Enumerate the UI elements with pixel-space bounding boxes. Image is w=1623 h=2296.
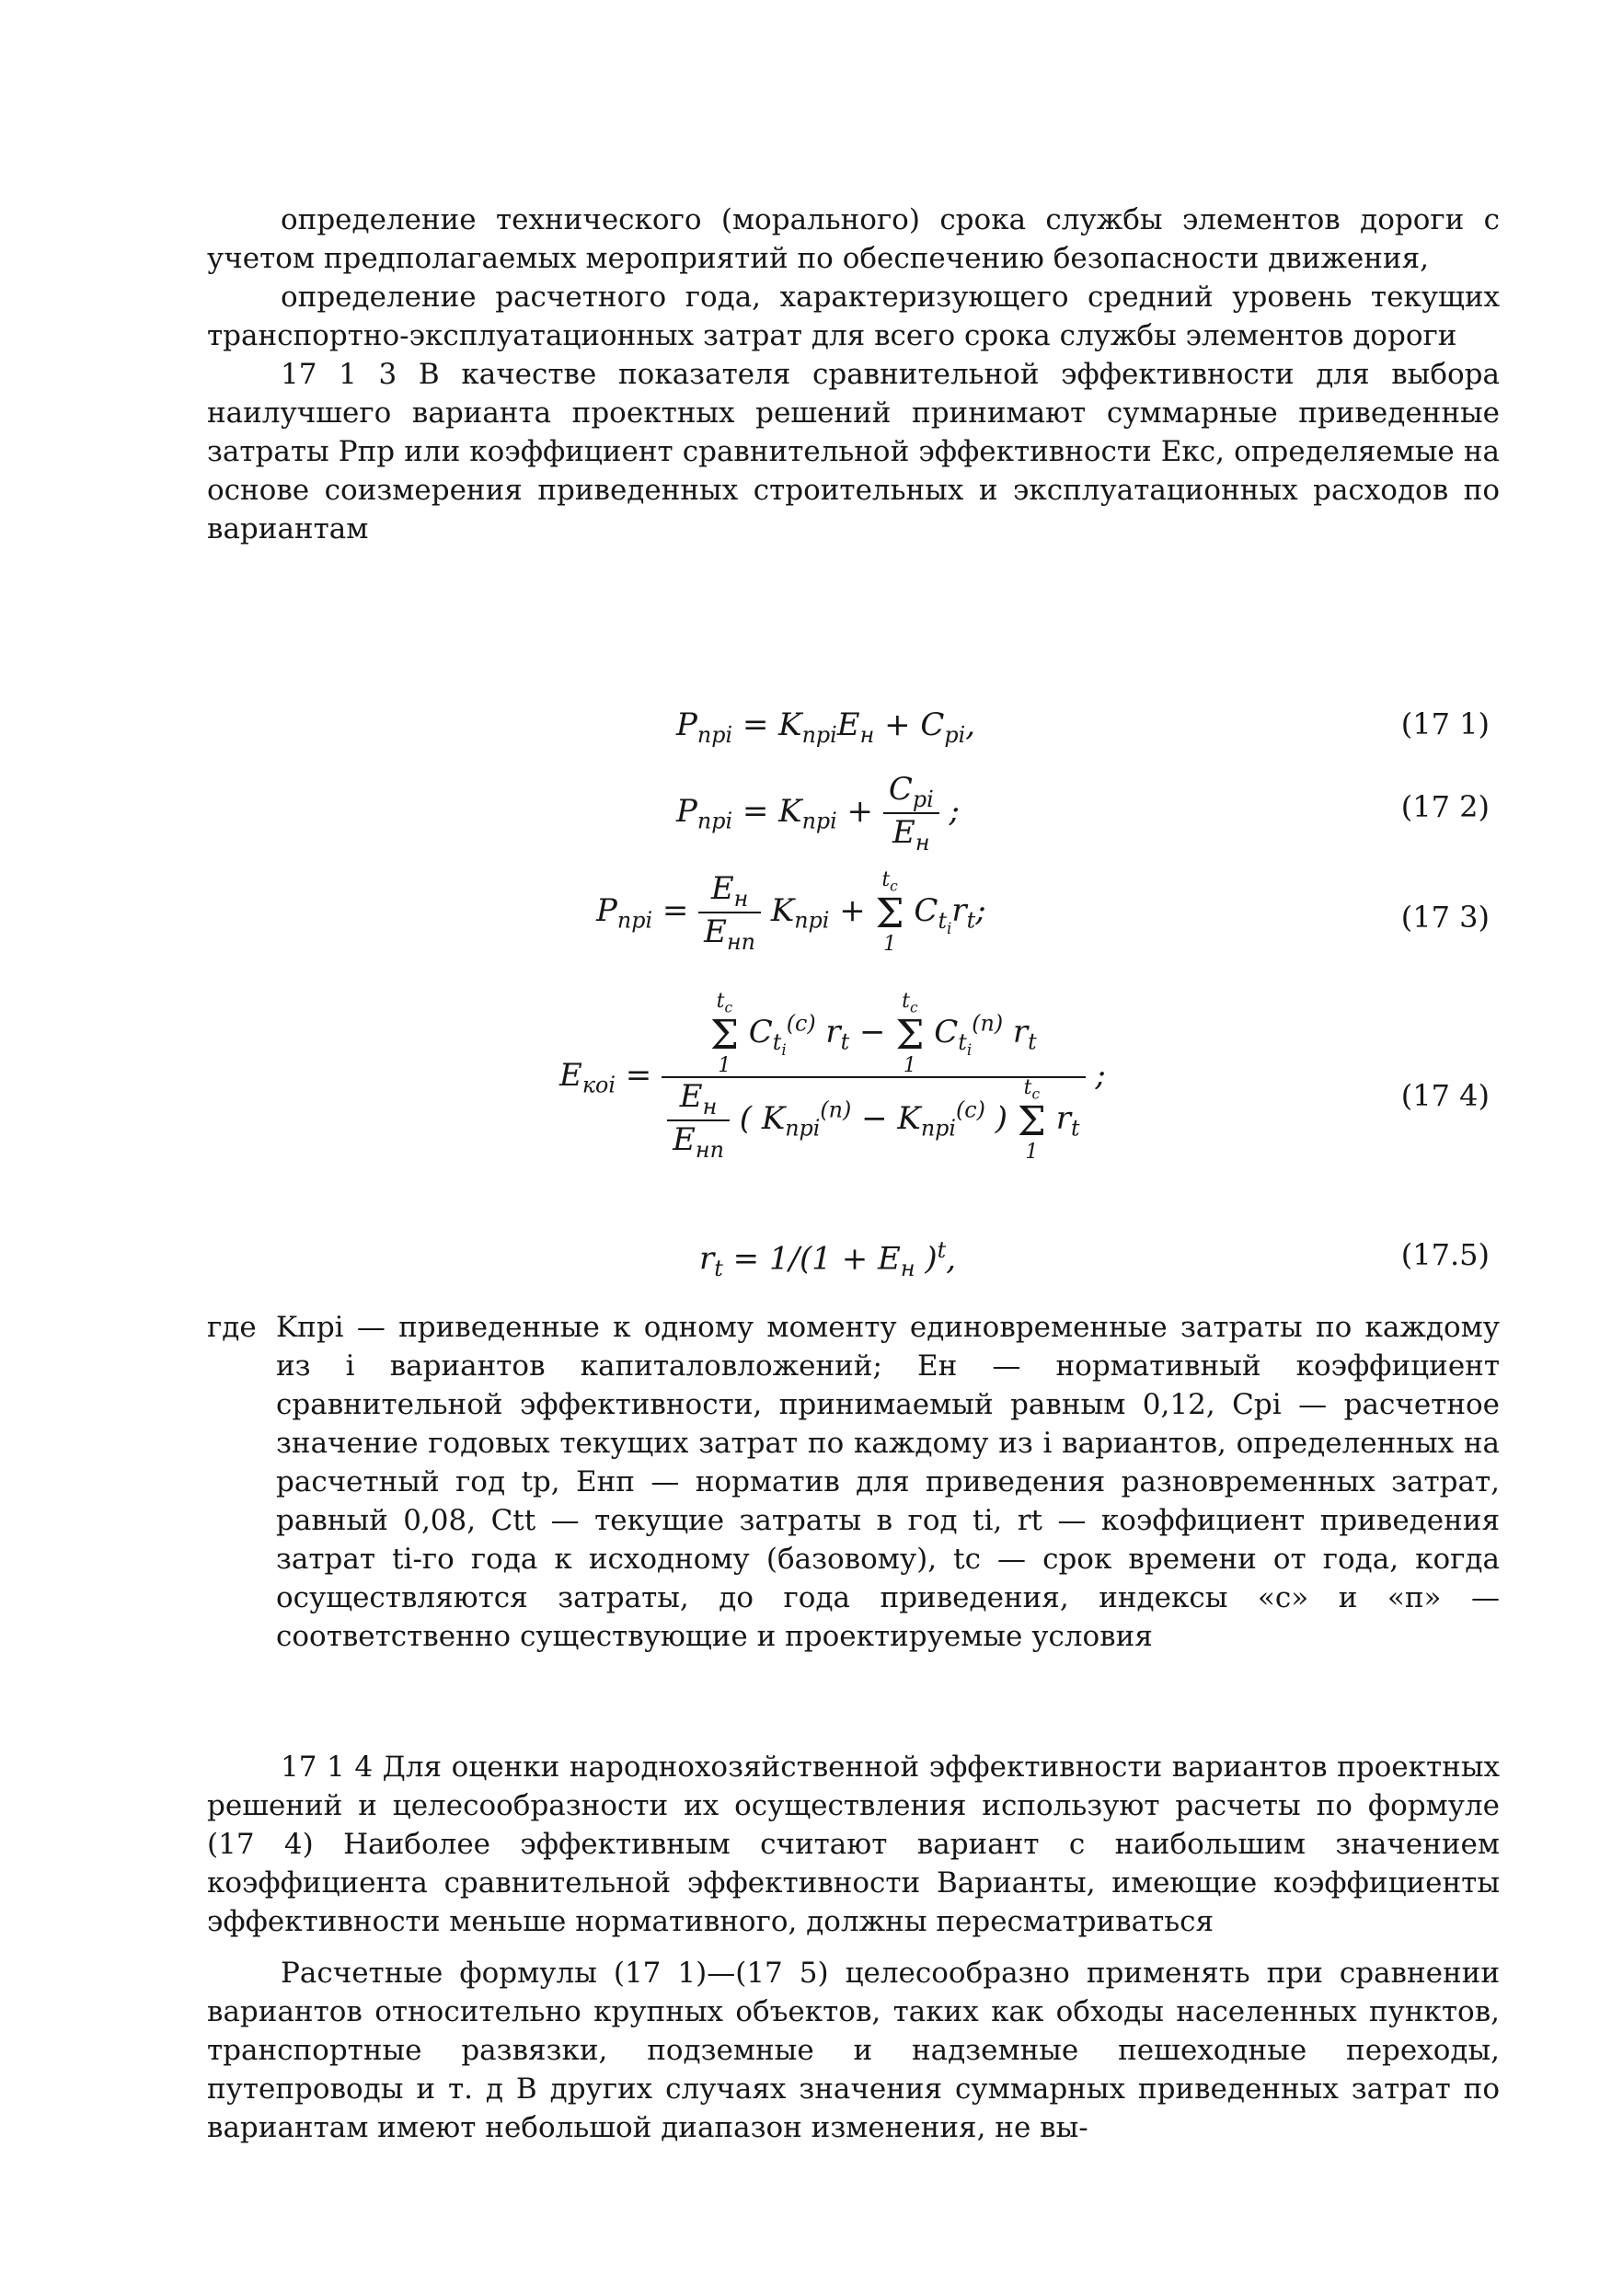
where-lead: где [207, 1311, 257, 1344]
paragraph-3: 17 1 3 В качестве показателя сравнительной эффективности для выбора наилучшего варианта проектных решений принимают суммарные приведенные затраты Pпр или коэффициент сравнительной эффективности Eкс, определяемые на основе соизмерения приведенных строительных и эксплуатационных расходов по вариантам [207, 358, 1500, 545]
text-section-top [207, 201, 1500, 548]
where-clause [207, 1308, 1500, 1653]
equation-17-2: $P_{прi} = K_{прi}$ + $\frac{C_{pi}}{E_н}$ ; [676, 771, 960, 855]
equation-number-17-3: (17 3) [1400, 900, 1490, 935]
where-definitions: Kпрi — приведенные к одному моменту единовременные затраты по каждому из i вариантов капиталовложений; Eн — нормативный коэффициент сравнительной эффективности, принимаемый равным 0,12, Cpi — расчетное значение годовых текущих затрат по каждому из i вариантов, определенных на расчетный год tp, Eнп — норматив для приведения разновременных затрат, равный 0,08, Ctt — текущие затраты в год ti, rt — коэффициент приведения затрат ti-го года к исходному (базовому), tc — срок времени от года, когда осуществляются затраты, до года приведения, индексы «с» и «п» — соответственно существующие и проектируемые условия [276, 1311, 1500, 1653]
equation-17-3: $P_{прi}$ = $\frac{E_н}{E_{нп}}$ $K_{прi}$ + $t_c$ Σ 1 $C_{t_i}r_t$; [596, 868, 986, 956]
equation-17-5: $r_t = 1/(1 + E_н$ )$^t$, [699, 1237, 957, 1282]
paragraph-5: Расчетные формулы (17 1)—(17 5) целесообразно применять при сравнении вариантов относительно крупных объектов, таких как обходы населенных пунктов, транспортные развязки, подземные и надземные пешеходные переходы, путепроводы и т. д В других случаях значения суммарных приведенных затрат по вариантам имеют небольшой диапазон изменения, не вы- [207, 1957, 1500, 2144]
equation-number-17-4: (17 4) [1400, 1078, 1490, 1113]
equation-number-17-1: (17 1) [1400, 706, 1490, 741]
paragraph-1: определение технического (морального) срока службы элементов дороги с учетом предполагаемых мероприятий по обеспечению безопасности движения, [207, 203, 1500, 275]
equation-number-17-5: (17.5) [1400, 1237, 1490, 1272]
text-section-bottom [207, 1748, 1500, 2147]
equation-17-4: $E_{кoi}$ = $t_c$ Σ 1 $C_{t_i}^{(c)}$ $r_t$ − $t_c$ Σ 1 $C_{t_i}^{(п)}$ $r_t$ $\frac{E_н}{E_{нп}}$ ( $K_{прi}^{(п)} - K_{прi}^{(c)}$ ) $t_c$ Σ 1 $r_t$ ; [559, 990, 1106, 1164]
paragraph-2: определение расчетного года, характеризующего средний уровень текущих транспортно-эксплуатационных затрат для всего срока службы элементов дороги [207, 281, 1500, 352]
equation-number-17-2: (17 2) [1400, 789, 1490, 824]
paragraph-4: 17 1 4 Для оценки народнохозяйственной эффективности вариантов проектных решений и целесообразности их осуществления используют расчеты по формуле (17 4) Наиболее эффективным считают вариант с наибольшим значением коэффициента сравнительной эффективности Варианты, имеющие коэффициенты эффективности меньше нормативного, должны пересматриваться [207, 1751, 1500, 1938]
equation-17-1: $P_{прi} = K_{прi}E_н + C_{pi}$, [676, 706, 976, 748]
